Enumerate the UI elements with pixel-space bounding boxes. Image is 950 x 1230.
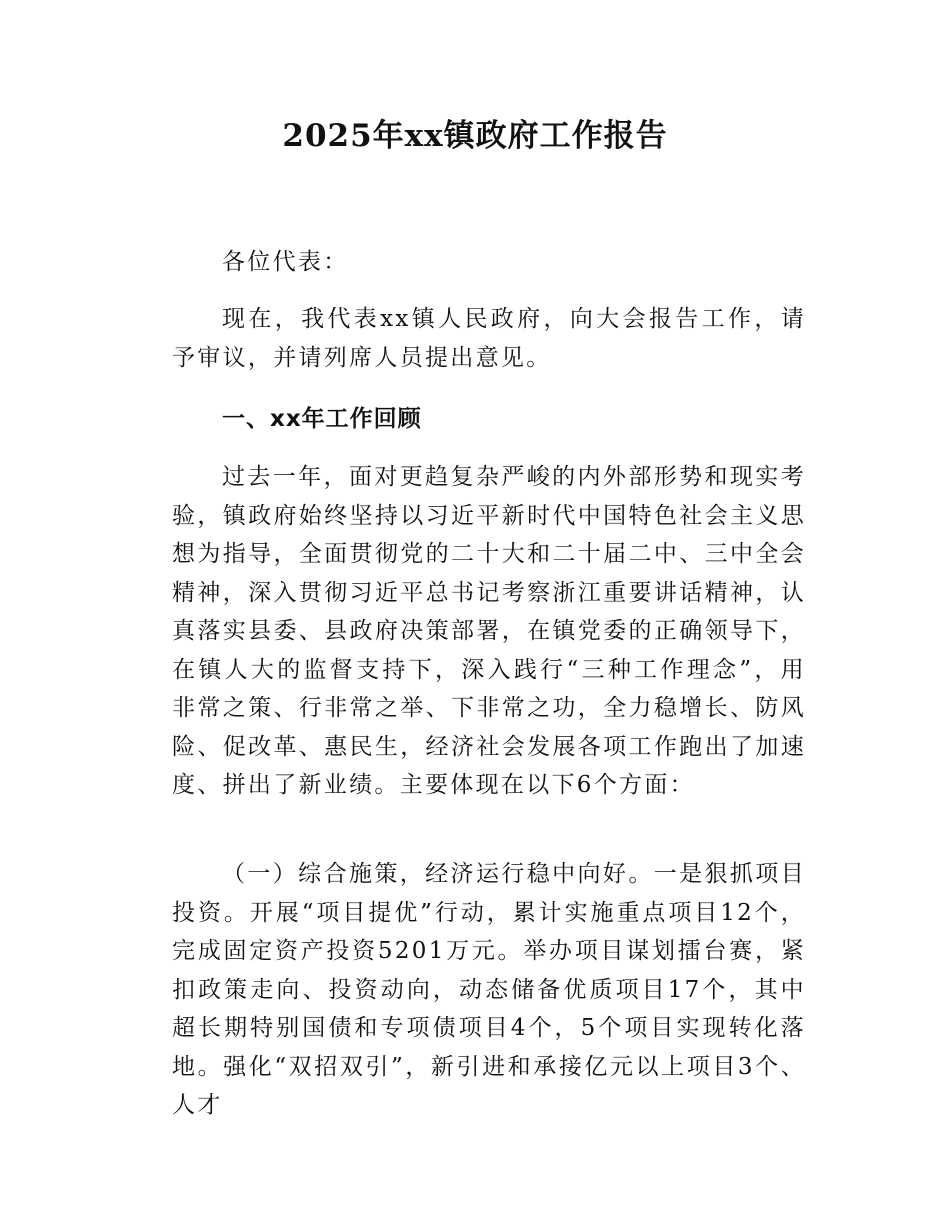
- salutation: 各位代表：: [222, 249, 349, 275]
- document-title: 2025年xx镇政府工作报告: [282, 118, 668, 154]
- section-heading: 一、xx年工作回顾: [222, 406, 422, 432]
- intro-paragraph: 现在，我代表xx镇人民政府，向大会报告工作，请予审议，并请列席人员提出意见。: [172, 306, 806, 371]
- measures-paragraph: （一）综合施策，经济运行稳中向好。一是狠抓项目投资。开展“项目提优”行动，累计实施重点项目12个，完成固定资产投资5201万元。举办项目谋划擂台赛，紧扣政策走向、投资动向，动态储备优质项目17个，其中超长期特别国债和专项债项目4个，5个项目实现转化落地。强化“双招双引”，新引进和承接亿元以上项目3个、人才: [172, 861, 806, 1118]
- review-paragraph: 过去一年，面对更趋复杂严峻的内外部形势和现实考验，镇政府始终坚持以习近平新时代中国特色社会主义思想为指导，全面贯彻党的二十大和二十届二中、三中全会精神，深入贯彻习近平总书记考察浙江重要讲话精神，认真落实县委、县政府决策部署，在镇党委的正确领导下，在镇人大的监督支持下，深入践行“三种工作理念”，用非常之策、行非常之举、下非常之功，全力稳增长、防风险、促改革、惠民生，经济社会发展各项工作跑出了加速度、拼出了新业绩。主要体现在以下6个方面：: [172, 464, 806, 798]
